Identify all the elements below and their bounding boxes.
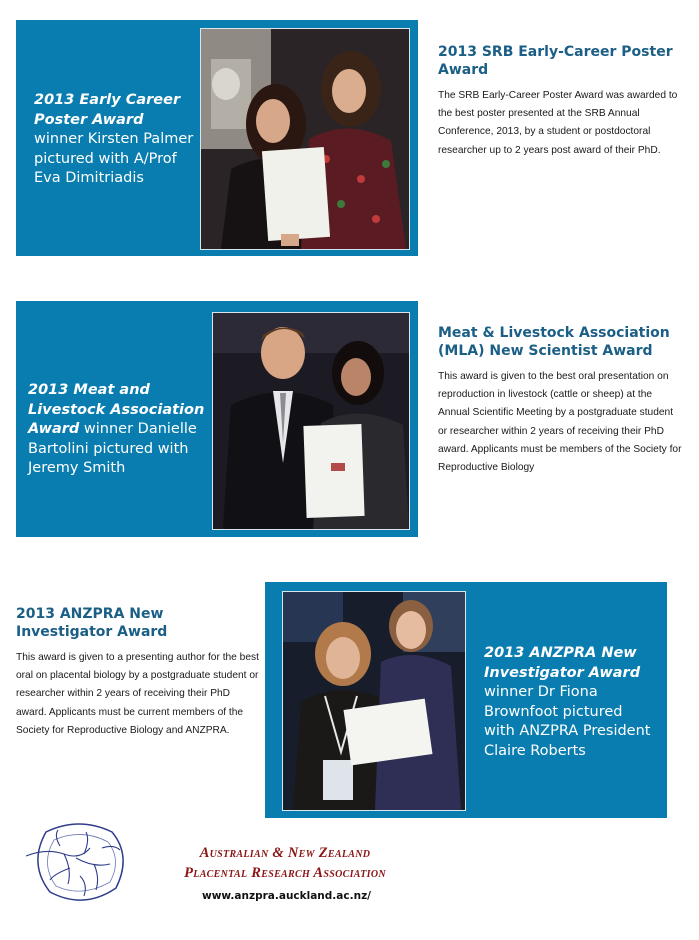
org-name-line-2: Placental Research Association bbox=[184, 865, 386, 881]
award-2-title: Meat & Livestock Association (MLA) New Scientist Award bbox=[438, 325, 670, 359]
award-2-caption: 2013 Meat and Livestock Association Award winner Danielle Bartolini pictured with Jeremy Smith bbox=[28, 382, 205, 476]
award-1-caption: 2013 Early Career Poster Award winner Kirsten Palmer pictured with A/Prof Eva Dimitriadis bbox=[34, 92, 194, 186]
award-2-info bbox=[438, 324, 684, 477]
award-3-title: 2013 ANZPRA New Investigator Award bbox=[16, 606, 168, 640]
anzpra-organization-name bbox=[150, 843, 420, 883]
award-1-description: The SRB Early-Career Poster Award was awarded to the best poster presented at the SRB Annual Conference, 2013, by a student or postdoctoral researcher up to 2 years post award of their PhD. bbox=[438, 90, 678, 156]
award-3-description: This award is given to a presenting author for the best oral on placental biology by a postgraduate student or researcher within 2 years of receiving their PhD award. Applicants must be current members of the Society for Reproductive Biology and ANZPRA. bbox=[16, 652, 259, 736]
award-3-info bbox=[16, 605, 260, 740]
award-3-photo bbox=[282, 591, 466, 811]
award-1-info bbox=[438, 43, 684, 160]
award-3-caption: 2013 ANZPRA New Investigator Award winner Dr Fiona Brownfoot pictured with ANZPRA President Claire Roberts bbox=[484, 645, 651, 759]
anzpra-website-link[interactable]: www.anzpra.auckland.ac.nz/ bbox=[202, 890, 372, 902]
anzpra-placenta-logo-icon bbox=[24, 818, 134, 908]
award-1-photo bbox=[200, 28, 410, 250]
org-name-line-1: Australian & New Zealand bbox=[199, 845, 371, 861]
award-2-description: This award is given to the best oral presentation on reproduction in livestock (cattle or sheep) at the Annual Scientific Meeting by a postgraduate student or researcher within 2 years of receiving their PhD award. Applicants must be members of the Society for Reproductive Biology bbox=[438, 371, 682, 474]
award-1-title: 2013 SRB Early-Career Poster Award bbox=[438, 44, 673, 78]
award-2-photo bbox=[212, 312, 410, 530]
